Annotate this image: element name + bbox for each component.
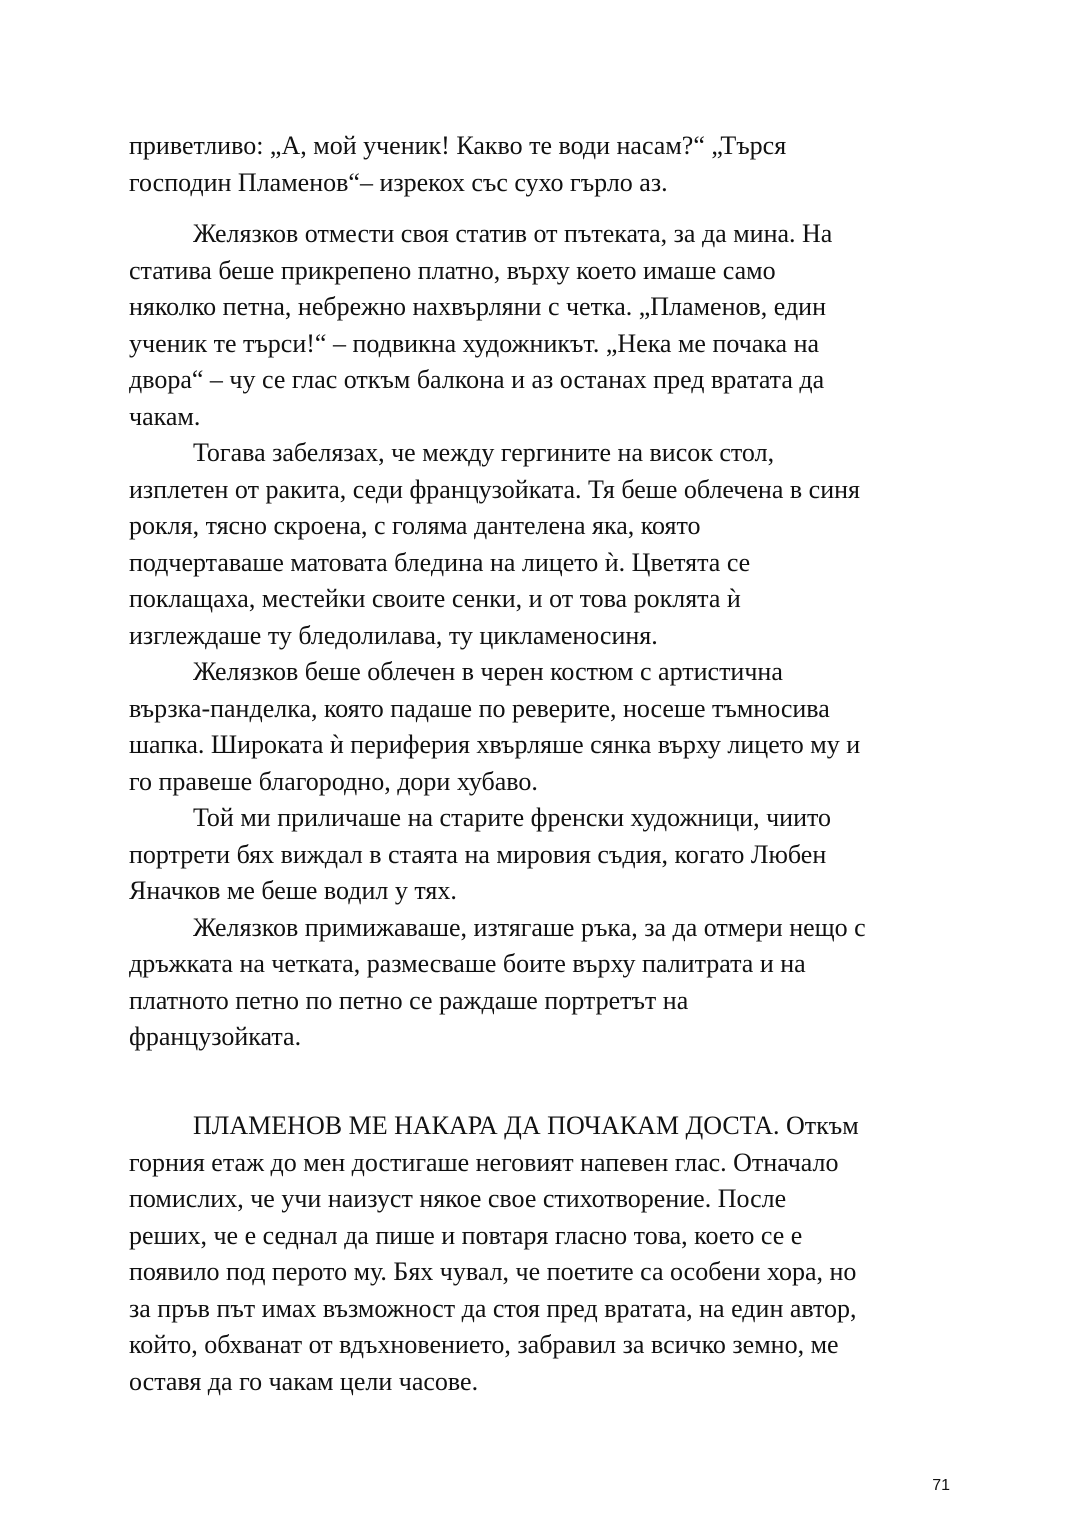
- text-line: ПЛАМЕНОВ МЕ НАКАРА ДА ПОЧАКАМ ДОСТА. Откъм: [193, 1111, 859, 1140]
- paragraph-2: [129, 216, 959, 435]
- text-line: шапка. Широката ѝ периферия хвърляше сянка върху лицето му и: [129, 730, 861, 759]
- text-line: французойката.: [129, 1022, 302, 1051]
- text-line: който, обхванат от вдъхновението, забравил за всичко земно, ме: [129, 1330, 839, 1359]
- text-line: статива беше прикрепено платно, върху което имаше само: [129, 255, 776, 285]
- text-line: реших, че е седнал да пише и повтаря гласно това, което се е: [129, 1220, 803, 1250]
- text-line: Тогава забелязах, че между гергините на висок стол,: [193, 438, 775, 467]
- text-line: приветливо: „А, мой ученик! Какво те води насам?“ „Търся: [129, 131, 787, 160]
- text-line: няколко петна, небрежно нахвърляни с четка. „Пламенов, един: [129, 292, 827, 321]
- text-line: платното петно по петно се раждаше портретът на: [129, 985, 689, 1015]
- text-line: горния етаж до мен достигаше неговият напевен глас. Отначало: [129, 1147, 839, 1177]
- text-line: Яначков ме беше водил у тях.: [129, 876, 457, 905]
- text-line: го правеше благородно, дори хубаво.: [129, 766, 538, 796]
- text-line: Той ми приличаше на старите френски художници, чиито: [193, 803, 832, 832]
- text-line: ученик те търси!“ – подвикна художникът. „Нека ме почака на: [129, 328, 820, 358]
- text-line: Желязков беше облечен в черен костюм с артистична: [193, 657, 783, 686]
- paragraph-6: [129, 910, 959, 1056]
- text-line: вързка-панделка, която падаше по реверите, носеше тъмносива: [129, 693, 830, 723]
- text-line: изглеждаше ту бледолилава, ту цикламеносиня.: [129, 620, 658, 650]
- text-line: чакам.: [129, 401, 201, 431]
- text-line: рокля, тясно скроена, с голяма дантелена яка, която: [129, 511, 701, 540]
- paragraph-7: [129, 1108, 959, 1400]
- text-line: поклащаха, местейки своите сенки, и от това роклята ѝ: [129, 584, 741, 613]
- body-text: [129, 216, 959, 1056]
- paragraph-5: [129, 800, 959, 910]
- text-line: дръжката на четката, размесваше боите върху палитрата и на: [129, 949, 806, 978]
- paragraph-4: [129, 654, 959, 800]
- text-line: господин Пламенов“– изрекох със сухо гърло аз.: [129, 167, 668, 197]
- text-line: за пръв път имах възможност да стоя пред вратата, на един автор,: [129, 1293, 857, 1323]
- text-line: портрети бях виждал в стаята на мировия съдия, когато Любен: [129, 839, 827, 869]
- text-line: Желязков примижаваше, изтягаше ръка, за да отмери нещо с: [193, 912, 866, 942]
- text-line: появило под перото му. Бях чувал, че поетите са особени хора, но: [129, 1257, 857, 1286]
- text-line: Желязков отмести своя статив от пътеката, за да мина. На: [193, 219, 833, 248]
- text-line: изплетен от ракита, седи французойката. Тя беше облечена в синя: [129, 474, 860, 504]
- text-line: оставя да го чакам цели часове.: [129, 1366, 479, 1396]
- paragraph-1: [129, 128, 959, 201]
- page-number: 71: [932, 1477, 950, 1494]
- text-line: подчертаваше матовата бледина на лицето ѝ. Цветята се: [129, 547, 751, 577]
- text-line: двора“ – чу се глас откъм балкона и аз останах пред вратата да: [129, 365, 825, 394]
- paragraph-3: [129, 435, 959, 654]
- text-line: помислих, че учи наизуст някое свое стихотворение. После: [129, 1184, 787, 1213]
